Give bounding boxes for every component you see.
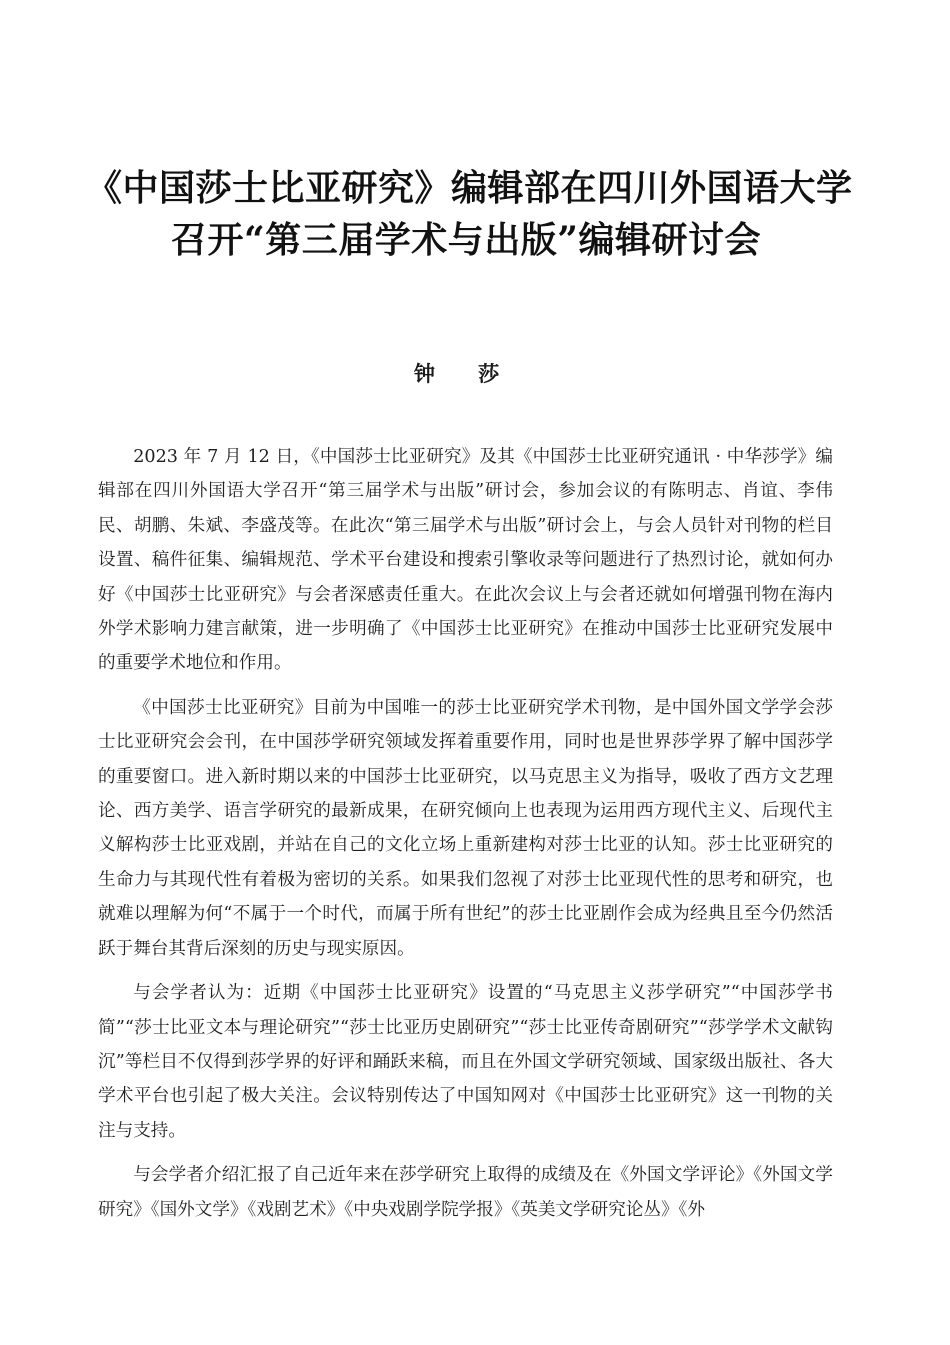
article-title-line-1: 《中国莎士比亚研究》编辑部在四川外国语大学 xyxy=(86,167,853,209)
body-paragraph-3: 与会学者认为：近期《中国莎士比亚研究》设置的“马克思主义莎学研究”“中国莎学书简”“莎士比亚文本与理论研究”“莎士比亚历史剧研究”“莎士比亚传奇剧研究”“莎学学术文献钩沉”等栏目不仅得到莎学界的好评和踊跃来稿，而且在外国文学研究领域、国家级出版社、各大学术平台也引起了极大关注。会议特别传达了中国知网对《中国莎士比亚研究》这一刊物的关注与支持。 xyxy=(98,983,833,1141)
article-title-line-2: 召开“第三届学术与出版”编辑研讨会 xyxy=(171,219,761,261)
author-name: 钟 莎 xyxy=(413,361,518,386)
body-paragraph-1: 2023 年 7 月 12 日，《中国莎士比亚研究》及其《中国莎士比亚研究通讯 · 中华莎学》编辑部在四川外国语大学召开“第三届学术与出版”研讨会，参加会议的有陈明志、肖谊、李伟民、胡鹏、朱斌、李盛茂等。在此次“第三届学术与出版”研讨会上，与会人员针对刊物的栏目设置、稿件征集、编辑规范、学术平台建设和搜索引擎收录等问题进行了热烈讨论，就如何办好《中国莎士比亚研究》与会者深感责任重大。在此次会议上与会者还就如何增强刊物在海内外学术影响力建言献策，进一步明确了《中国莎士比亚研究》在推动中国莎士比亚研究发展中的重要学术地位和作用。 xyxy=(98,447,833,674)
body-paragraph-4: 与会学者介绍汇报了自己近年来在莎学研究上取得的成绩及在《外国文学评论》《外国文学研究》《国外文学》《戏剧艺术》《中央戏剧学院学报》《英美文学研究论丛》《外 xyxy=(98,1165,833,1220)
article-body xyxy=(98,440,833,1237)
body-paragraph-2: 《中国莎士比亚研究》目前为中国唯一的莎士比亚研究学术刊物，是中国外国文学学会莎士比亚研究会会刊，在中国莎学研究领域发挥着重要作用，同时也是世界莎学界了解中国莎学的重要窗口。进入新时期以来的中国莎士比亚研究，以马克思主义为指导，吸收了西方文艺理论、西方美学、语言学研究的最新成果，在研究倾向上也表现为运用西方现代主义、后现代主义解构莎士比亚戏剧，并站在自己的文化立场上重新建构对莎士比亚的认知。莎士比亚研究的生命力与其现代性有着极为密切的关系。如果我们忽视了对莎士比亚现代性的思考和研究，也就难以理解为何“不属于一个时代，而属于所有世纪”的莎士比亚剧作会成为经典且至今仍然活跃于舞台其背后深刻的历史与现实原因。 xyxy=(98,697,833,959)
article-title xyxy=(86,162,853,266)
